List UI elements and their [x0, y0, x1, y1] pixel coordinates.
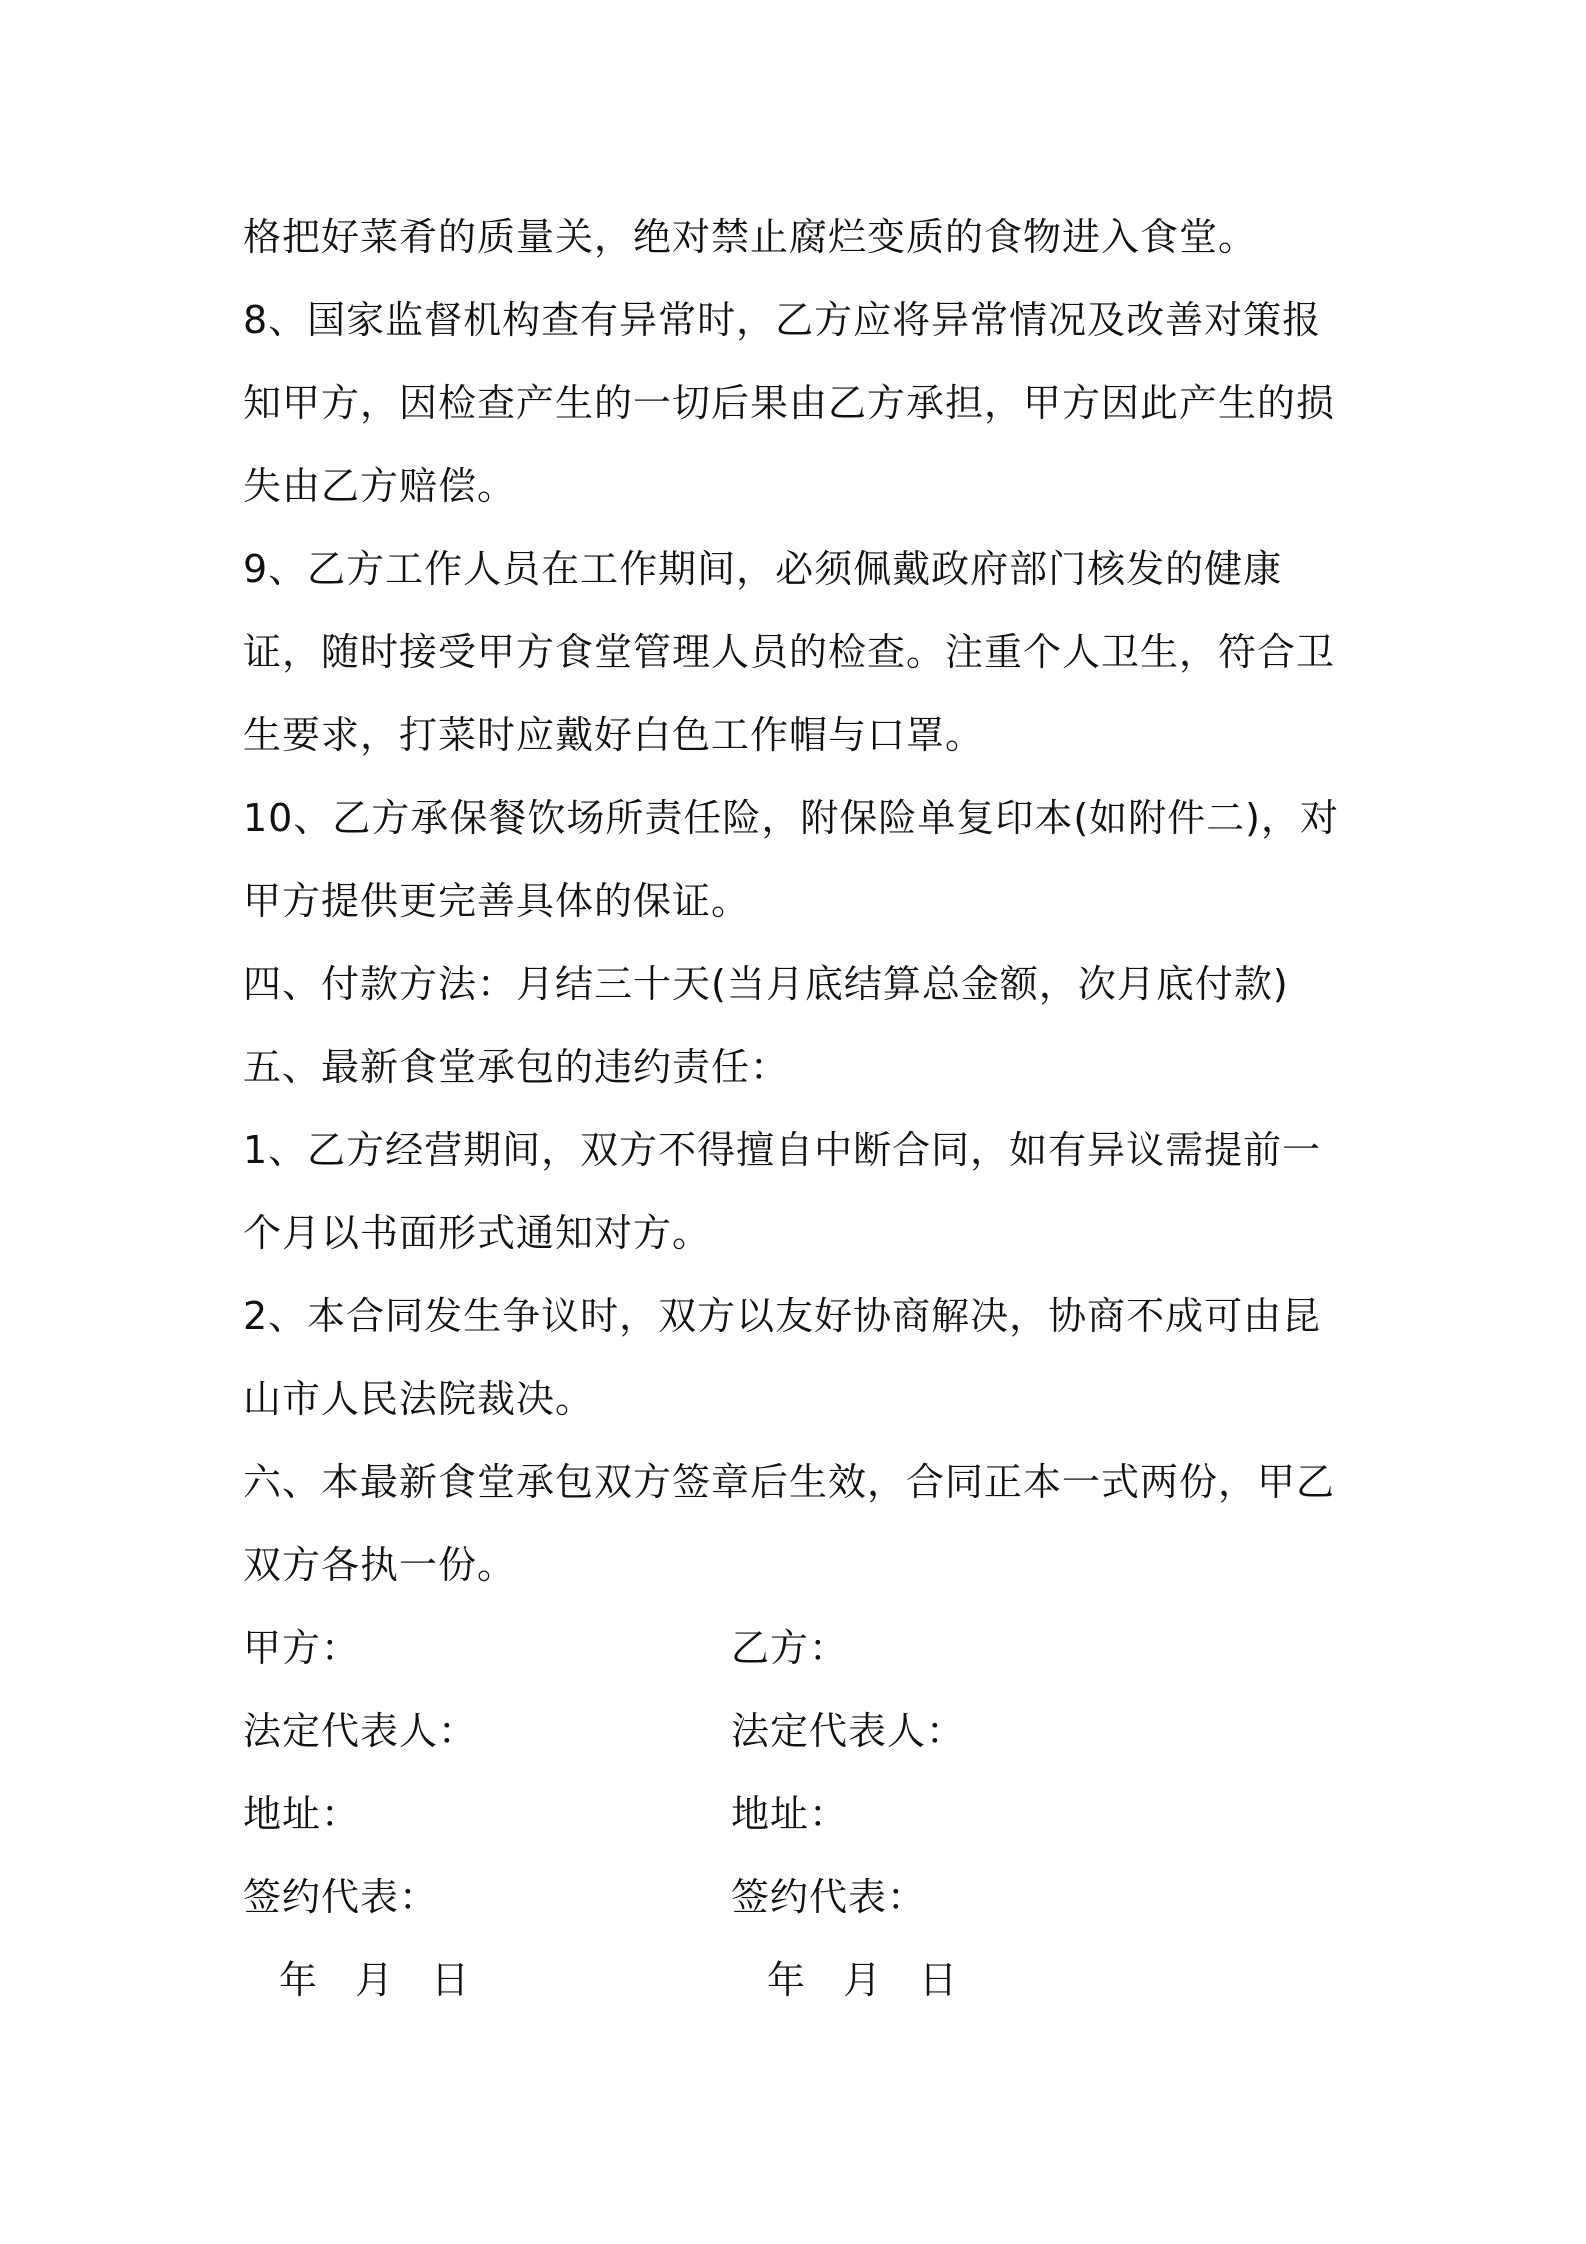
document-body	[243, 196, 1353, 2022]
signature-row-legal-rep	[243, 1690, 1353, 1773]
paragraph-effectiveness: 六、本最新食堂承包双方签章后生效，合同正本一式两份，甲乙双方各执一份。	[243, 1460, 1336, 1587]
heading-breach-liability: 五、最新食堂承包的违约责任：	[243, 1045, 790, 1089]
party-a-representative-label: 签约代表：	[243, 1875, 439, 1919]
party-b-legal-rep-label: 法定代表人：	[731, 1709, 966, 1753]
party-b-representative-label: 签约代表：	[731, 1875, 927, 1919]
signature-row-party	[243, 1607, 1353, 1690]
signature-row-date	[243, 1939, 1353, 2022]
paragraph-breach-2: 2、本合同发生争议时，双方以友好协商解决，协商不成可由昆山市人民法院裁决。	[243, 1294, 1322, 1421]
party-a-label: 甲方：	[243, 1626, 361, 1670]
signature-row-representative	[243, 1856, 1353, 1939]
paragraph-clause-8: 8、国家监督机构查有异常时，乙方应将异常情况及改善对策报知甲方，因检查产生的一切后果由乙方承担，甲方因此产生的损失由乙方赔偿。	[243, 298, 1336, 508]
party-a-address-label: 地址：	[243, 1792, 361, 1836]
party-b-date: 年 月 日	[767, 1958, 964, 2002]
paragraph-food-quality: 格把好菜肴的质量关，绝对禁止腐烂变质的食物进入食堂。	[243, 215, 1258, 259]
party-a-date: 年 月 日	[279, 1958, 476, 2002]
paragraph-clause-9: 9、乙方工作人员在工作期间，必须佩戴政府部门核发的健康证，随时接受甲方食堂管理人员的检查。注重个人卫生，符合卫生要求，打菜时应戴好白色工作帽与口罩。	[243, 547, 1336, 757]
party-b-label: 乙方：	[731, 1626, 849, 1670]
party-a-legal-rep-label: 法定代表人：	[243, 1709, 478, 1753]
paragraph-breach-1: 1、乙方经营期间，双方不得擅自中断合同，如有异议需提前一个月以书面形式通知对方。	[243, 1128, 1322, 1255]
signature-block	[243, 1607, 1353, 2022]
party-b-address-label: 地址：	[731, 1792, 849, 1836]
paragraph-payment-method: 四、付款方法：月结三十天(当月底结算总金额，次月底付款)	[243, 962, 1289, 1006]
paragraph-clause-10: 10、乙方承保餐饮场所责任险，附保险单复印本(如附件二)，对甲方提供更完善具体的保证。	[243, 796, 1340, 923]
signature-row-address	[243, 1773, 1353, 1856]
